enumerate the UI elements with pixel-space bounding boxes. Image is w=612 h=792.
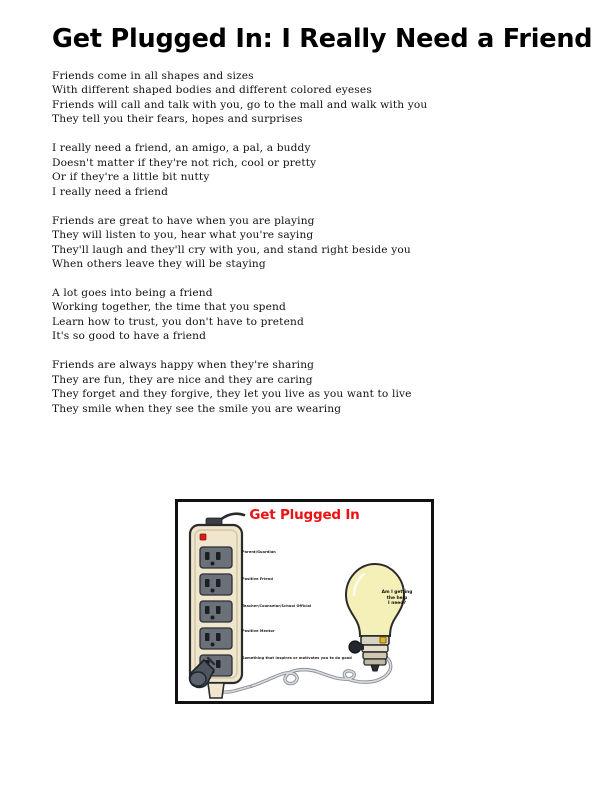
outlet-label: Positive Mentor: [242, 629, 275, 633]
lightbulb-caption-line: I need?: [388, 601, 406, 607]
lyric-line: It's so good to have a friend: [52, 330, 207, 343]
lightbulb-icon: [346, 564, 404, 671]
lyric-line: They tell you their fears, hopes and surprises: [52, 113, 303, 126]
lyrics-body: [52, 69, 522, 416]
outlet-icon: [200, 547, 232, 568]
lightbulb-caption: [374, 590, 420, 607]
outlet-label: Positive Friend: [242, 577, 273, 581]
lyric-line: A lot goes into being a friend: [52, 286, 213, 299]
stanza: [52, 214, 522, 272]
lightbulb-caption-line: Am I getting: [381, 590, 413, 595]
lyric-line: Working together, the time that you spend: [52, 301, 286, 314]
lyric-line: Friends will call and talk with you, go to the mall and walk with you: [52, 98, 428, 111]
lyric-line: They smile when they see the smile you are wearing: [52, 402, 342, 415]
outlet-label: Something that inspires or motivates you to do good: [242, 656, 352, 660]
indicator-light-icon: [200, 534, 206, 540]
lyric-line: When others leave they will be staying: [52, 257, 266, 270]
lyric-line: Friends come in all shapes and sizes: [52, 70, 254, 82]
lyric-line: They forget and they forgive, they let you live as you want to live: [52, 388, 412, 401]
lyric-line: They are fun, they are nice and they are caring: [52, 373, 313, 386]
lyric-line: With different shaped bodies and different colored eyeses: [52, 84, 372, 97]
stanza: [52, 141, 522, 199]
lyric-line: Learn how to trust, you don't have to pretend: [52, 315, 304, 328]
illustration-frame: [175, 499, 434, 704]
outlet-icon: [200, 574, 232, 595]
outlet-icon: [200, 628, 232, 649]
outlet-label: Parent/Guardian: [242, 550, 276, 554]
illustration-canvas: [178, 502, 431, 701]
stanza: [52, 69, 522, 127]
stanza: [52, 358, 522, 416]
page-title: Get Plugged In: I Really Need a Friend: [52, 24, 593, 54]
lyric-line: Or if they're a little bit nutty: [52, 171, 210, 184]
lyric-line: Friends are great to have when you are playing: [52, 214, 315, 227]
lyric-line: They'll laugh and they'll cry with you, and stand right beside you: [52, 243, 411, 256]
lyric-line: Doesn't matter if they're not rich, cool or pretty: [52, 156, 317, 169]
lyric-line: They will listen to you, hear what you're saying: [52, 229, 314, 242]
lyric-line: Friends are always happy when they're sharing: [52, 359, 315, 372]
outlet-icon: [200, 601, 232, 622]
lightbulb-caption-line: the help: [386, 595, 408, 601]
stanza: [52, 286, 522, 344]
lyric-line: I really need a friend: [52, 185, 169, 198]
outlet-label: Teacher/Counselor/School Official: [242, 604, 312, 608]
illustration-heading: Get Plugged In: [249, 507, 360, 523]
lyric-line: I really need a friend, an amigo, a pal, a buddy: [52, 142, 311, 155]
